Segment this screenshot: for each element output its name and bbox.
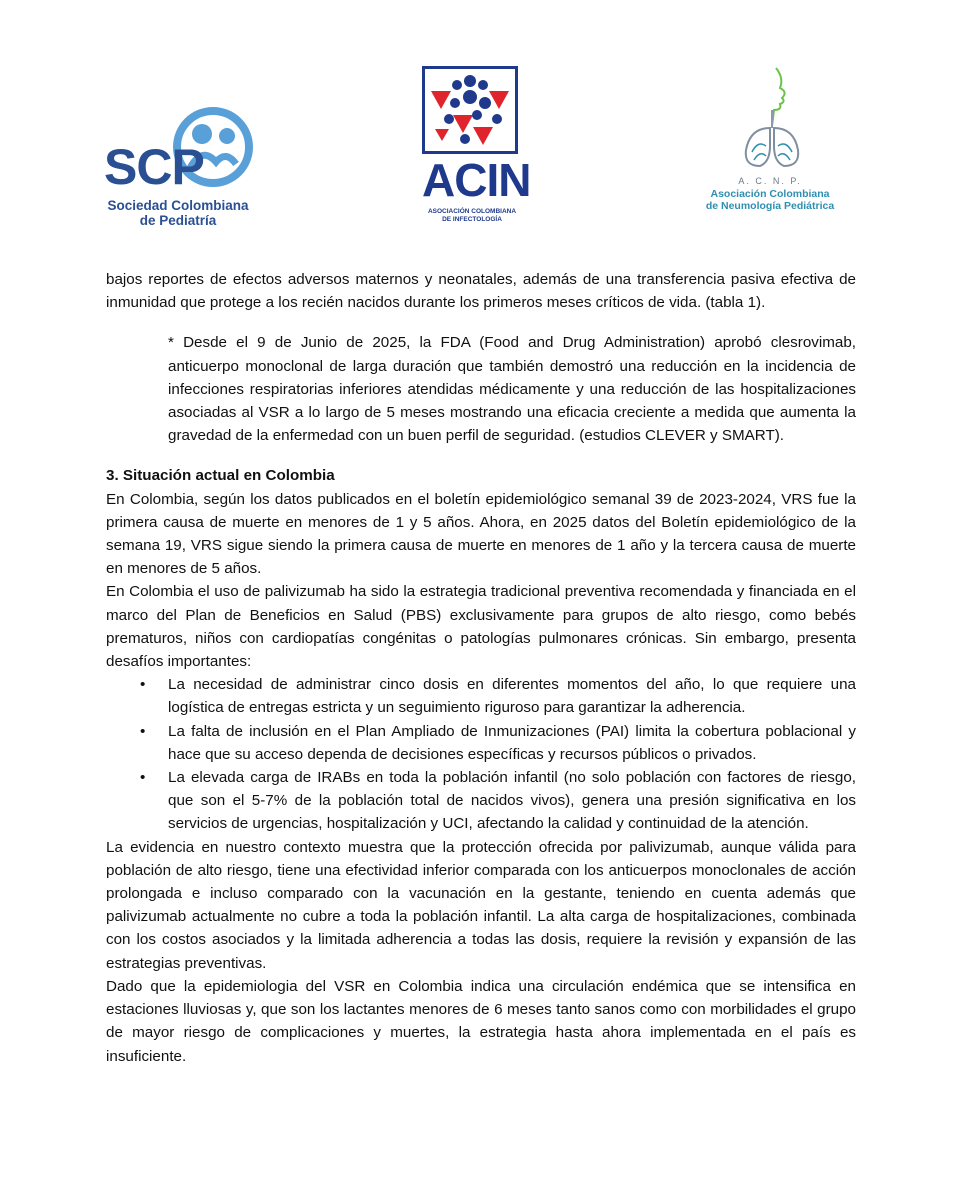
acnp-name-line1: Asociación Colombiana [710,188,830,200]
acnp-abbr: A. C. N. P. [738,176,802,186]
list-item-text: La falta de inclusión en el Plan Ampliado de Inmunizaciones (PAI) limita la cobertura poblacional y hace que su acceso dependa de decisiones específicas y recursos públicos o privados. [168,722,856,763]
bullet-icon: • [140,769,146,787]
paragraph-palivizumab: En Colombia el uso de palivizumab ha sido la estrategia tradicional preventiva recomendada y financiada en el marco del Plan de Beneficios en Salud (PBS) exclusivamente para grupos de alto riesgo, como bebés prematuros, niños con cardiopatías congénitas o patologías pulmonares crónicas. Sin embargo, presenta desafíos importantes: [106,583,856,671]
scp-name-line2: de Pediatría [139,213,217,228]
acin-name-line1: ASOCIACIÓN COLOMBIANA [427,208,517,215]
acin-name [422,208,522,224]
intro-paragraph: bajos reportes de efectos adversos maternos y neonatales, además de una transferencia pasiva efectiva de inmunidad que protege a los recién nacidos durante los primeros meses críticos de vida. (tabla 1). [106,271,856,312]
paragraph-epidemiology: En Colombia, según los datos publicados en el boletín epidemiológico semanal 39 de 2023-2024, VRS fue la primera causa de muerte en menores de 1 y 5 años. Ahora, en 2025 datos del Boletín epidemiológico de la semana 19, VRS sigue siendo la primera causa de muerte en menores de 1 año y la tercera causa de muerte en menores de 5 años. [106,490,856,578]
scp-abbr: SCP [104,139,204,195]
acin-logo [422,66,531,228]
document-body [106,268,856,1068]
paragraph-evidence: La evidencia en nuestro contexto muestra que la protección ofrecida por palivizumab, aunque válida para población de alto riesgo, tiene una efectividad inferior comparada con los anticuerpos monoclonales de acción prolongada e incluso comparado con la vacunación en la gestante, teniendo en cuenta además que palivizumab actualmente no cubre a toda la población infantil. La alta carga de hospitalizaciones, combinada con los costos asociados y la limitada adherencia a todas las dosis, requiere la revisión y expansión de las estrategias preventivas. [106,838,856,972]
scp-logo [104,106,264,230]
section-heading: 3. Situación actual en Colombia [106,467,335,485]
bullet-icon: • [140,676,146,694]
acnp-name-line2: de Neumología Pediátrica [705,200,835,212]
list-item-text: La necesidad de administrar cinco dosis en diferentes momentos del año, lo que requiere una logística de entregas estricta y un seguimiento riguroso para garantizar la adherencia. [168,676,856,717]
list-item [106,766,856,836]
bullet-icon: • [140,722,146,740]
acin-abbr: ACIN [422,154,531,206]
paragraph-conclusion: Dado que la epidemiologia del VSR en Colombia indica una circulación endémica que se intensifica en estaciones lluviosas y, que son los lactantes menores de 6 meses tanto sanos como con morbilidades el grupo de mayor riesgo de complicaciones y muertes, la estrategia hasta ahora implementada en el país es insuficiente. [106,977,856,1065]
acnp-name [700,188,840,212]
scp-name-line1: Sociedad Colombiana [107,198,249,213]
challenges-list [106,673,856,835]
header-logos [0,0,960,240]
list-item-text: La elevada carga de IRABs en toda la población infantil (no solo población con factores de riesgo, que son el 5-7% de la población total de nacidos vivos), genera una presión significativa en los servicios de urgencias, hospitalización y UCI, afectando la calidad y continuidad de la atención. [168,769,856,833]
acin-name-line2: DE INFECTOLOGÍA [442,216,502,223]
list-item [106,720,856,766]
acnp-logo [700,66,860,216]
scp-name [104,198,252,228]
acin-pattern-icon [425,69,515,151]
lungs-profile-icon [738,66,808,174]
acin-emblem [422,66,518,154]
list-item [106,673,856,719]
fda-note: * Desde el 9 de Junio de 2025, la FDA (Food and Drug Administration) aprobó clesrovimab, anticuerpo monoclonal de larga duración que también demostró una reducción en la incidencia de infecciones respiratorias inferiores atendidas médicamente y una reducción de las hospitalizaciones asociadas al VSR a lo largo de 5 meses mostrando una eficacia creciente a medida que aumenta la gravedad de la enfermedad con un buen perfil de seguridad. (estudios CLEVER y SMART). [168,334,856,445]
